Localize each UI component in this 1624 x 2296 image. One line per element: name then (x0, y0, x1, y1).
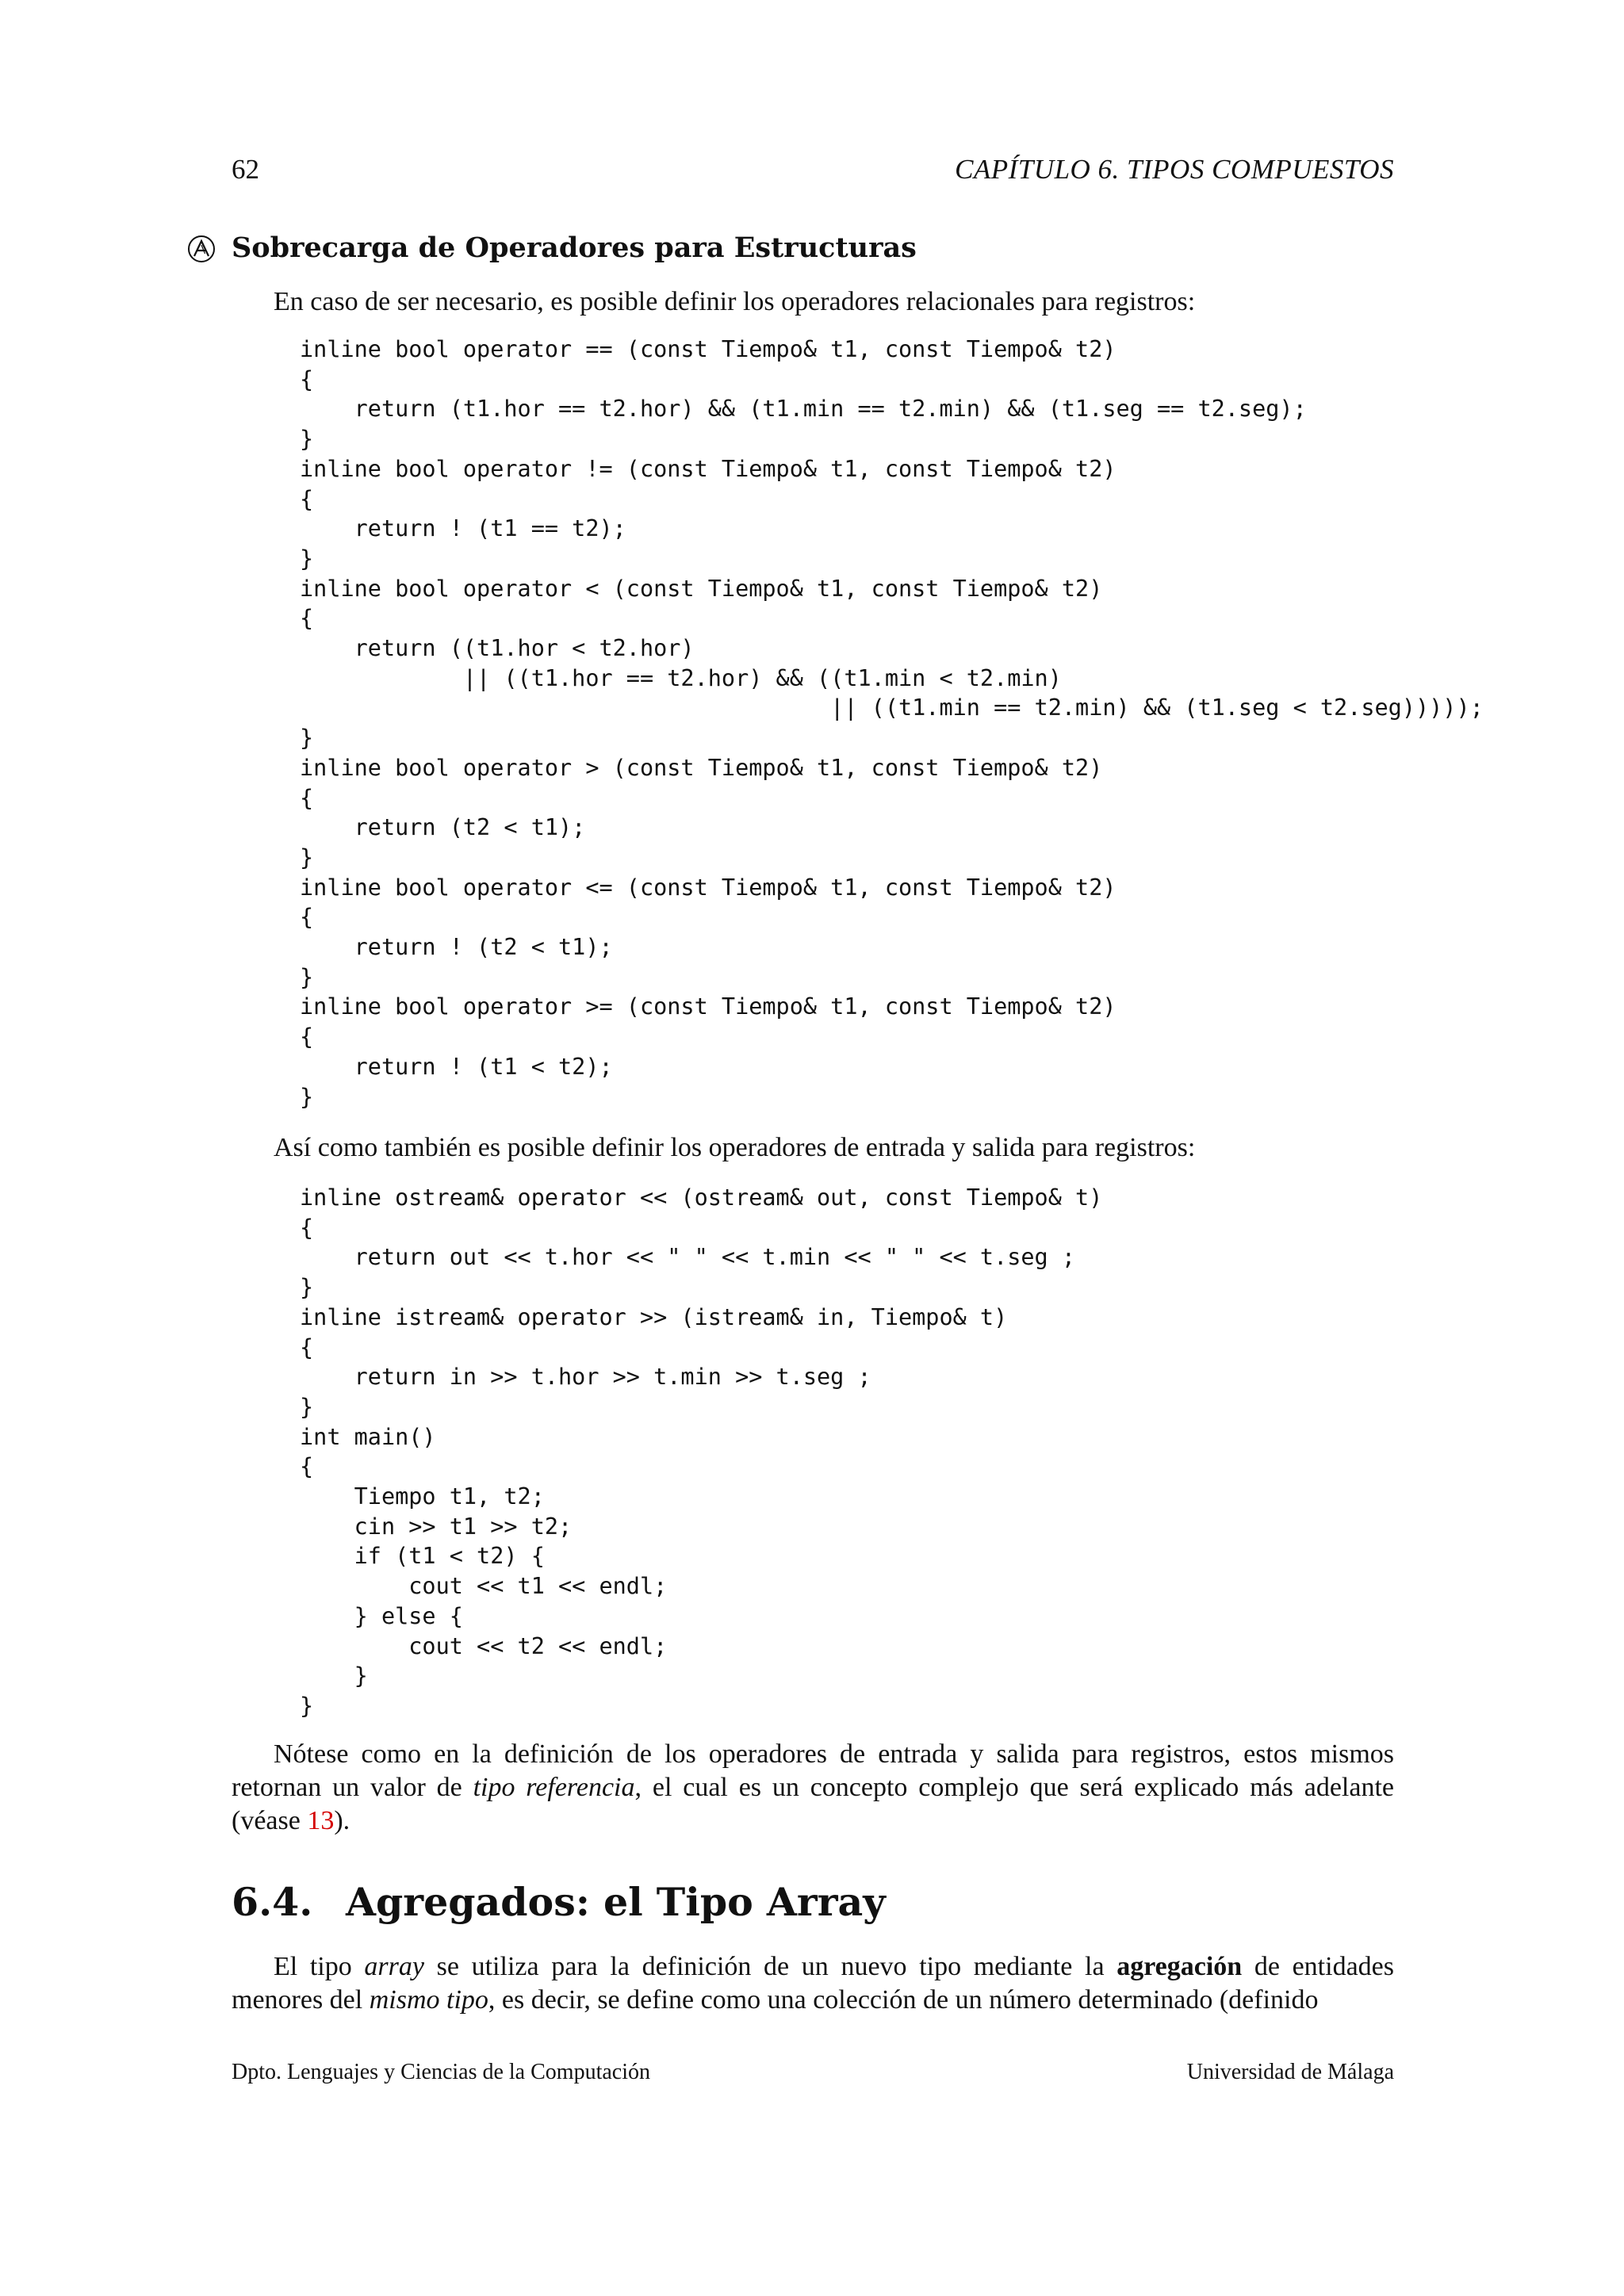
page-number: 62 (232, 154, 259, 185)
footer-university: Universidad de Málaga (1186, 2060, 1394, 2084)
array-text-2: se utiliza para la definición de un nuevo tipo mediante la (423, 1952, 1117, 1981)
array-emphasis-1: array (364, 1952, 424, 1981)
code-block-relational-operators: inline bool operator == (const Tiempo& t1, const Tiempo& t2) { return (t1.hor == t2.hor) && (t1.min == t2.min) && (t1.seg == t2.seg); } inline bool operator != (const Tiempo& t1, const Tiempo& t2) { return ! (t1 == t2); } inline bool operator < (const Tiempo& t1, const Tiempo& t2) { return ((t1.hor < t2.hor) || ((t1.hor == t2.hor) && ((t1.min < t2.min) || ((t1.min == t2.min) && (t1.seg < t2.seg))))); } inline bool operator > (const Tiempo& t1, const Tiempo& t2) { return (t2 < t1); } inline bool operator <= (const Tiempo& t1, const Tiempo& t2) { return ! (t2 < t1); } inline bool operator >= (const Tiempo& t1, const Tiempo& t2) { return ! (t1 < t2); } (300, 336, 1484, 1110)
array-text-4: , es decir, se define como una colección de un número determinado (definido (488, 1985, 1319, 2015)
note-text-3: ). (334, 1806, 350, 1835)
note-text-1: Nótese como en la definición de los operadores de entrada y salida para registros, estos mismos retornan un valor de (232, 1739, 1394, 1802)
subsection-heading (232, 1879, 886, 1925)
intro-paragraph: En caso de ser necesario, es posible definir los operadores relacionales para registros: (274, 287, 1196, 316)
note-emphasis: tipo referencia (473, 1773, 635, 1802)
footer-department: Dpto. Lenguajes y Ciencias de la Computación (232, 2060, 650, 2084)
array-emphasis-2: mismo tipo (369, 1985, 488, 2015)
subsection-number: 6.4. (232, 1879, 313, 1925)
array-paragraph (232, 1950, 1394, 2017)
section-title: Sobrecarga de Operadores para Estructuras (232, 232, 917, 264)
io-intro-paragraph: Así como también es posible definir los operadores de entrada y salida para registros: (274, 1133, 1196, 1162)
running-head: CAPÍTULO 6. TIPOS COMPUESTOS (955, 154, 1394, 185)
note-text-2: , el cual es un concepto complejo que será explicado más adelante (véase (232, 1773, 1394, 1835)
note-paragraph (232, 1738, 1394, 1838)
subsection-title: Agregados: el Tipo Array (346, 1879, 886, 1925)
cross-reference-link[interactable]: 13 (307, 1806, 335, 1835)
array-text-3: de entidades menores del (232, 1952, 1394, 2015)
advanced-topic-icon (187, 235, 216, 263)
array-bold-term: agregación (1116, 1952, 1243, 1981)
array-text-1: El tipo (274, 1952, 365, 1981)
code-block-io-operators: inline ostream& operator << (ostream& out, const Tiempo& t) { return out << t.hor << " " << t.min << " " << t.seg ; } inline istream& operator >> (istream& in, Tiempo& t) { return in >> t.hor >> t.min >> t.seg ; } int main() { Tiempo t1, t2; cin >> t1 >> t2; if (t1 < t2) { cout << t1 << endl; } else { cout << t2 << endl; } } (300, 1184, 1103, 1719)
